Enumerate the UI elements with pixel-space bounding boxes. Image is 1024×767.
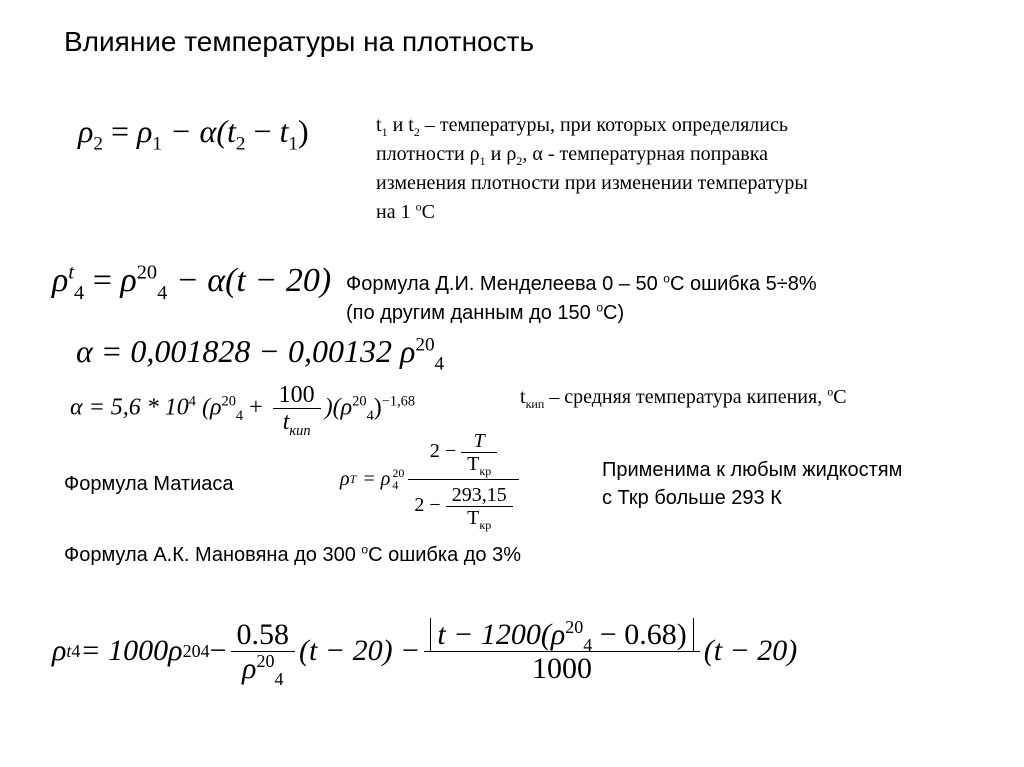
description-line-1: [376, 111, 808, 140]
description-line-2: [376, 140, 808, 169]
numerator: T: [473, 429, 485, 452]
applicability-note: [602, 456, 902, 512]
subscript: 4: [274, 668, 284, 689]
equals-sign: =: [84, 262, 121, 299]
close-paren: ): [298, 113, 309, 149]
script-stack: [392, 467, 404, 491]
alpha-term: − α(: [161, 113, 227, 149]
superscript: 20: [415, 334, 435, 356]
denominator: [273, 408, 321, 440]
degree-mark: о: [827, 384, 834, 399]
degree-mark: о: [596, 300, 604, 315]
subscript: кр: [479, 463, 492, 478]
text: С: [833, 386, 847, 408]
text: С): [603, 302, 625, 324]
text: , α - температурная поправка: [522, 143, 768, 165]
rho-symbol: (ρ: [196, 394, 222, 421]
superscript: 20: [565, 616, 584, 637]
rho-symbol: ρ: [242, 651, 257, 685]
subscript: 1: [288, 133, 299, 155]
t-term: (t − 20) −: [299, 634, 421, 667]
fraction: [424, 618, 699, 685]
denominator: [231, 650, 296, 689]
minus-sign: −: [209, 634, 227, 667]
exponent: −1,68: [381, 393, 416, 410]
text: Формула Д.И. Менделеева 0 – 50: [346, 273, 664, 295]
t-symbol: T: [467, 506, 480, 529]
t-symbol: t: [282, 409, 290, 436]
description-line-4: [376, 198, 808, 227]
minus-sign: −: [245, 113, 280, 149]
superscript: 20: [136, 261, 158, 284]
subscript: 1: [479, 154, 486, 168]
subscript: 2: [93, 133, 103, 155]
fraction: [231, 617, 296, 689]
text: – средняя температура кипения,: [544, 386, 828, 408]
subscript: 4: [434, 353, 445, 375]
text: на 1: [376, 201, 416, 223]
rho-symbol: ρ: [78, 113, 94, 149]
text: Формула А.К. Мановяна до 300: [64, 544, 362, 566]
subscript: 2: [413, 125, 420, 139]
t-symbol: T: [467, 452, 480, 475]
boiling-temperature-description: [520, 386, 847, 409]
text: − 0.68): [592, 617, 687, 651]
text: – температуры, при которых определялись: [419, 114, 788, 136]
subscript: 4: [392, 478, 399, 492]
subscript: 4: [74, 281, 85, 304]
matias-equation: ρ T = ρ 20 4 2 − $\frac{T}{T_{кр}}$ 2 − $\frac{293,15}{T_{кр}}$: [340, 418, 523, 540]
superscript: 4: [188, 393, 196, 410]
t-symbol: t: [227, 113, 236, 149]
page-title: Влияние температуры на плотность: [64, 26, 535, 57]
equation-description: [376, 111, 808, 227]
denominator: [446, 506, 513, 532]
subscript: 4: [235, 408, 244, 425]
degree-mark: о: [361, 542, 369, 557]
t-symbol: t: [408, 114, 414, 136]
text: и ρ: [485, 143, 517, 165]
degree-mark: о: [415, 199, 422, 214]
fraction: [408, 429, 518, 532]
numerator: 100: [278, 382, 315, 408]
rho-symbol: ρ: [340, 467, 350, 490]
rho-symbol: ρ: [120, 262, 137, 299]
subscript: кр: [479, 517, 492, 532]
text: 2 −: [429, 439, 462, 462]
alpha-expression: α = 5,6 * 10: [70, 394, 189, 421]
t-symbol: t: [279, 113, 289, 149]
superscript: 20: [392, 466, 405, 480]
text: (по другим данным до 150: [346, 302, 597, 324]
applicability-line-2: с Ткр больше 293 К: [602, 487, 782, 509]
numerator: 293,15: [451, 483, 507, 506]
plus-sign: +: [243, 394, 269, 421]
degree-mark: о: [663, 271, 670, 286]
subscript: кип: [525, 397, 545, 411]
subscript: 2: [516, 154, 523, 168]
absolute-value: [430, 616, 693, 655]
text: 2 −: [414, 493, 446, 516]
t-term: t − 1200(ρ: [437, 617, 566, 651]
subscript: кип: [289, 423, 311, 440]
subscript: 2: [235, 133, 246, 155]
text: и: [387, 114, 409, 136]
numerator: [408, 430, 518, 479]
superscript: t: [68, 261, 74, 284]
subscript: 4: [157, 281, 168, 304]
superscript: 20: [221, 393, 236, 410]
t-symbol: t: [376, 114, 382, 136]
denominator: [461, 452, 497, 478]
inner-fraction: [461, 429, 497, 478]
mendeleev-description: [346, 270, 817, 328]
density-temperature-equation: [78, 113, 309, 155]
mendeleev-line-1: [346, 270, 817, 299]
alpha-term: − α(t − 20): [167, 262, 332, 299]
rho-symbol: = ρ: [362, 467, 391, 490]
manovyan-equation: ρ t 4 = 1000ρ 20 4 − $\frac{0.58}{\rho^{20}_4}$ (t − 20) − $\frac{t - 1200(\rho^{20}_4 - 0.68)}{1000}$ (t − 20): [52, 616, 798, 689]
close-paren: ): [373, 394, 382, 421]
t-symbol: t: [520, 386, 526, 408]
description-line-3: изменения плотности при изменении температуры: [376, 172, 808, 194]
equals-sign: =: [102, 113, 137, 149]
rho-symbol: ρ: [52, 634, 67, 667]
numerator: 0.58: [236, 617, 289, 651]
mendeleev-equation: [52, 261, 332, 304]
subscript: 4: [583, 634, 593, 655]
rho-symbol: )(ρ: [324, 394, 353, 421]
numerator: [424, 616, 699, 655]
rho-symbol: ρ: [137, 113, 153, 149]
denominator: [408, 479, 518, 532]
alpha-expression: α = 0,001828 − 0,00132 ρ: [76, 333, 416, 369]
subscript: 4: [366, 408, 374, 425]
superscript: 20: [256, 650, 275, 671]
fraction: [273, 382, 321, 440]
rho-term: = 1000ρ: [80, 634, 183, 667]
subscript: 1: [381, 125, 388, 139]
mendeleev-line-2: [346, 299, 817, 328]
t-term: (t − 20): [703, 634, 798, 667]
denominator: 1000: [424, 651, 699, 685]
text: С: [421, 201, 435, 223]
alpha-equation: [76, 333, 445, 375]
subscript: 1: [152, 133, 162, 155]
inner-fraction: [446, 483, 513, 532]
superscript: 20: [352, 393, 367, 410]
text: С ошибка 5÷8%: [669, 273, 817, 295]
text: плотности ρ: [376, 143, 480, 165]
applicability-line-1: Применима к любым жидкостям: [602, 459, 903, 481]
manovyan-label: [64, 544, 521, 567]
text: С ошибка до 3%: [368, 544, 522, 566]
rho-symbol: ρ: [52, 262, 69, 299]
matias-label: Формула Матиаса: [64, 473, 234, 495]
